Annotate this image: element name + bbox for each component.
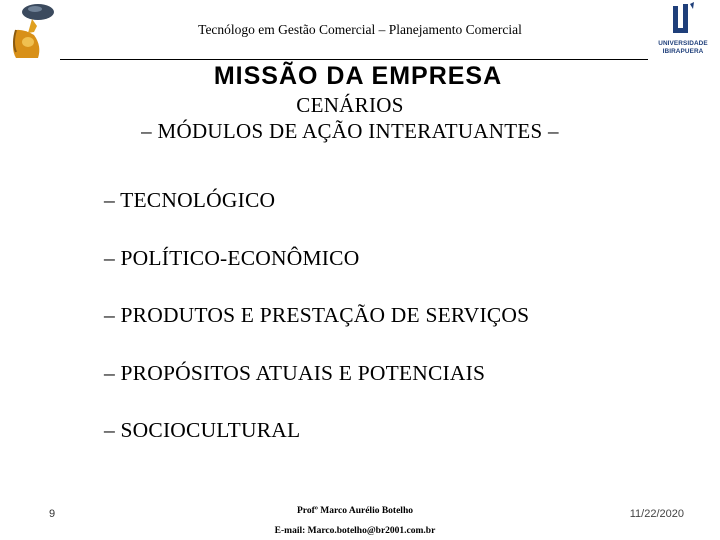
slide-date: 11/22/2020 bbox=[629, 508, 684, 520]
list-item: – POLÍTICO-ECONÔMICO bbox=[104, 245, 360, 270]
subtitle-line-2: – MÓDULOS DE AÇÃO INTERATUANTES – bbox=[141, 119, 559, 143]
slide-title: MISSÃO DA EMPRESA bbox=[213, 62, 503, 90]
header-divider bbox=[60, 59, 648, 60]
university-logo bbox=[650, 2, 716, 58]
list-item: – TECNOLÓGICO bbox=[104, 188, 276, 212]
footer-author: Profº Marco Aurélio Botelho bbox=[297, 506, 413, 516]
university-name: UNIVERSIDADE IBIRAPUERA bbox=[658, 40, 708, 55]
slide-subtitle bbox=[90, 92, 610, 144]
course-header-title: Tecnólogo em Gestão Comercial – Planejamento Comercial bbox=[198, 22, 522, 37]
footer-email: E-mail: Marco.botelho@br2001.com.br bbox=[274, 526, 436, 536]
university-logo-icon bbox=[670, 2, 696, 38]
list-item: – PRODUTOS E PRESTAÇÃO DE SERVIÇOS bbox=[104, 303, 530, 327]
list-item: – PROPÓSITOS ATUAIS E POTENCIAIS bbox=[104, 360, 486, 385]
scenario-list bbox=[104, 185, 529, 473]
subtitle-line-1: CENÁRIOS bbox=[296, 93, 404, 117]
slide-number: 9 bbox=[49, 508, 56, 520]
list-item: – SOCIOCULTURAL bbox=[104, 418, 301, 442]
globe-arm-logo-icon bbox=[6, 2, 56, 60]
